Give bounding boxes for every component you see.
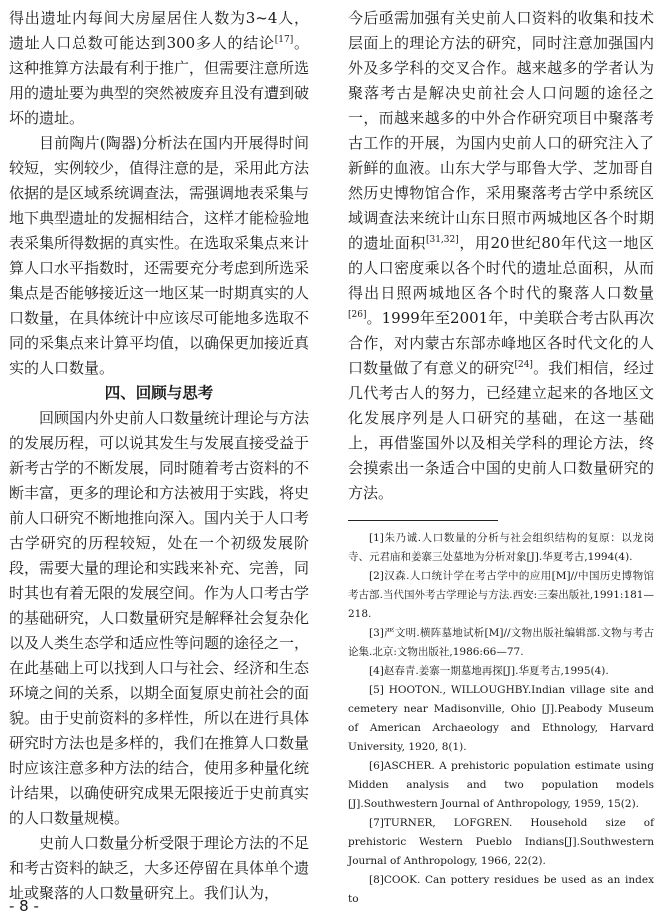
page-number: - 8 - [9, 897, 39, 915]
footnote: [4]赵春青.姜寨一期墓地再探[J].华夏考古,1995(4). [369, 665, 609, 677]
footnote: [7]TURNER, LOFGREN. Household size of prehistoric Western Pueblo Indians[J].Southwestern Journal of Anthropology, 1966, 22(2). [348, 817, 654, 867]
paragraph: 回顾国内外史前人口数量统计理论与方法的发展历程，可以说其发生与发展直接受益于新考古学的不断发展，同时随着考古资料的不断丰富，更多的理论和方法被用于实践，将史前人口研究不断地推向深入。国内关于人口考古学研究的历程较短，处在一个初级发展阶段，需要大量的理论和实践来补充、完善，同时其也有着无限的发展空间。作为人口考古学的基础研究，人口数量研究是解释社会复杂化以及人类生态学和适应性等问题的途径之一，在此基础上可以找到人口与社会、经济和生态环境之间的关系，以期全面复原史前社会的面貌。由于史前资料的多样性，所以在进行具体研究时方法也是多样的，我们在推算人口数量时应该注意多种方法的结合，使用多种量化统计结果，以确使研究成果无限接近于史前真实的人口数量规模。 [9, 409, 310, 827]
footnote: [8]COOK. Can pottery residues be used as an index to [348, 874, 654, 905]
footnote: [3]严文明.横阵墓地试析[M]//文物出版社编辑部.文物与考古论集.北京:文物出版社,1986:66—77. [348, 627, 654, 658]
footnote: [1]朱乃诚.人口数量的分析与社会组织结构的复原：以龙岗寺、元君庙和姜寨三处墓地为分析对象[J].华夏考古,1994(4). [348, 532, 654, 563]
footnote: [6]ASCHER. A prehistoric population estimate using Midden analysis and two population models [J].Southwestern Journal of Anthropology, 1959, 15(2). [348, 760, 654, 810]
paragraph: 得出遗址内每间大房屋居住人数为3~4人，遗址人口总数可能达到300多人的结论[17]。这种推算方法最有利于推广，但需要注意所选用的遗址要为典型的突然被废弃且没有遭到破坏的遗址。 [9, 9, 310, 127]
citation-ref: [17] [274, 35, 294, 45]
footnote: [2]汉森.人口统计学在考古学中的应用[M]//中国历史博物馆考古部.当代国外考古学理论与方法.西安:三秦出版社,1991:181—218. [348, 570, 654, 620]
section-heading: 四、回顾与思考 [104, 384, 214, 402]
paragraph: 史前人口数量分析受限于理论方法的不足和考古资料的缺乏，大多还停留在具体单个遗址或聚落的人口数量研究上。我们认为， [9, 834, 310, 902]
footnotes [348, 529, 654, 909]
right-column [348, 6, 654, 909]
paragraph: 目前陶片(陶器)分析法在国内开展得时间较短，实例较少，值得注意的是，采用此方法依据的是区域系统调查法，需强调地表采集与地下典型遗址的发掘相结合，这样才能检验地表采集所得数据的真实性。在选取采集点来计算人口水平指数时，还需要充分考虑到所选采集点是否能够接近这一地区某一时期真实的人口数量，在具体统计中应该尽可能地多选取不同的采集点来计算平均值，以确保更加接近真实的人口数量。 [9, 134, 310, 377]
citation-ref: [24] [514, 360, 533, 370]
footnote: [5] HOOTON., WILLOUGHBY.Indian village site and cemetery near Madisonville, Ohio [J].Peabody Museum of American Archaeology and Ethnology, Harvard University, 1920, 8(1). [348, 684, 654, 753]
footnote-divider [348, 520, 498, 521]
citation-ref: [31,32] [425, 235, 459, 245]
citation-ref: [26] [348, 310, 367, 320]
left-column [9, 6, 309, 906]
paragraph: 今后亟需加强有关史前人口资料的收集和技术层面上的理论方法的研究，同时注意加强国内外及多学科的交叉合作。越来越多的学者认为聚落考古是解决史前社会人口问题的途径之一，而越来越多的中外合作研究项目中聚落考古工作的开展，为国内史前人口的研究注入了新鲜的血液。山东大学与耶鲁大学、芝加哥自然历史博物馆合作，采用聚落考古学中系统区域调查法来统计山东日照市两城地区各个时期的遗址面积[31,32]，用20世纪80年代这一地区的人口密度乘以各个时代的遗址总面积，从而得出日照两城地区各个时代的聚落人口数量[26]。1999年至2001年，中美联合考古队再次合作，对内蒙古东部赤峰地区各时代文化的人口数量做了有意义的研究[24]。我们相信，经过几代考古人的努力，已经建立起来的各地区文化发展序列是人口研究的基础，在这一基础上，再借鉴国外以及相关学科的理论方法，终会摸索出一条适合中国的史前人口数量研究的方法。 [348, 9, 654, 502]
